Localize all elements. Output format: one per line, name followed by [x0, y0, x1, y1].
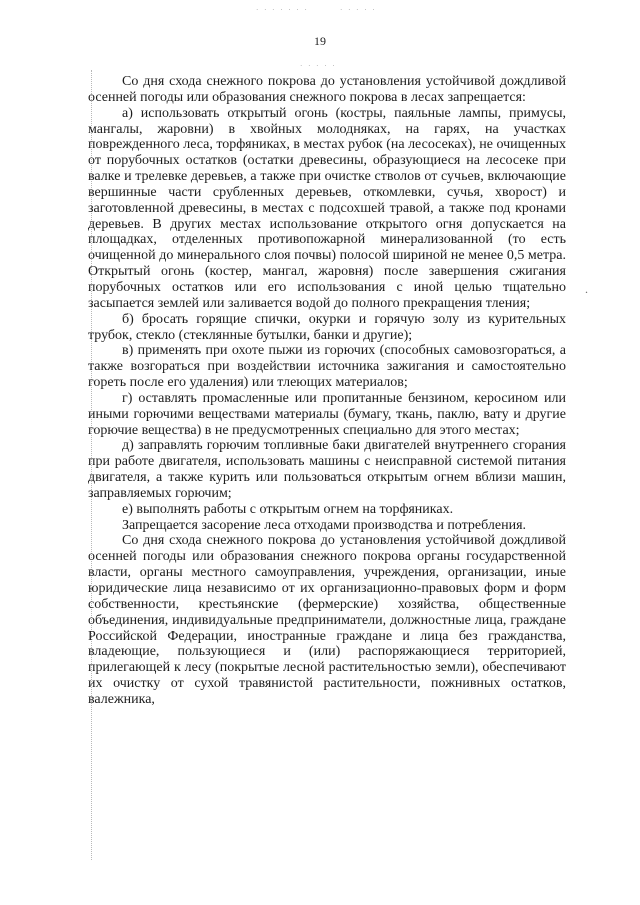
paragraph-intro: Со дня схода снежного покрова до установления устойчивой дождливой осенней погоды или образования снежного покрова в лесах запрещается: — [88, 74, 566, 105]
scan-dot-mark: . — [585, 282, 588, 296]
paragraph-item-v: в) применять при охоте пыжи из горючих (способных самовозгораться, а также возгораться при воздействии источника зажигания и самостоятельно гореть после его удаления) или тлеющих материалов; — [88, 343, 566, 391]
paragraph-item-b: б) бросать горящие спички, окурки и горячую золу из курительных трубок, стекло (стеклянные бутылки, банки и другие); — [88, 311, 566, 343]
paragraph-item-g: г) оставлять промасленные или пропитанные бензином, керосином или иными горючими веществами материалы (бумагу, ткань, паклю, вату и другие горючие вещества) в не предусмотренных специально для этого местах; — [88, 390, 566, 438]
paragraph-item-a: а) использовать открытый огонь (костры, паяльные лампы, примусы, мангалы, жаровни) в хвойных молодняках, на гарях, на участках поврежденного леса, торфяниках, в местах рубок (на лесосеках), не очищенных от порубочных остатков (остатки древесины, образующиеся на лесосеке при валке и трелевке деревьев, а также при очистке стволов от сучьев, включающие вершинные части срубленных деревьев, откомлевки, сучья, хворост) и заготовленной древесины, в местах с подсохшей травой, а также под кронами деревьев. В других местах использование открытого огня допускается на площадках, отделенных противопожарной минерализованной (то есть очищенной до минерального слоя почвы) полосой шириной не менее 0,5 метра. Открытый огонь (костер, мангал, жаровня) после завершения сжигания порубочных остатков или его использования с иной целью тщательно засыпается землей или заливается водой до полного прекращения тления; — [88, 105, 567, 311]
paragraph-item-e: е) выполнять работы с открытым огнем на торфяниках. — [122, 501, 454, 517]
scan-artifact-top-left: · · · · · · · — [256, 6, 309, 14]
page-number: 19 — [314, 34, 326, 48]
scan-artifact-top-right: · · · · · — [340, 6, 377, 14]
scan-artifact-subheader: · · · · · — [300, 62, 337, 70]
paragraph-littering-ban: Запрещается засорение леса отходами производства и потребления. — [122, 517, 527, 533]
paragraph-item-d: д) заправлять горючим топливные баки двигателей внутреннего сгорания при работе двигателя, использовать машины с неисправной системой питания двигателя, а также курить или пользоваться открытым огнем вблизи машин, заправляемых горючим; — [88, 438, 566, 501]
document-body — [88, 74, 566, 708]
paragraph-clearing-duty: Со дня схода снежного покрова до установления устойчивой дождливой осенней погоды или образования снежного покрова органы государственной власти, органы местного самоуправления, учреждения, организации, иные юридические лица независимо от их организационно-правовых форм и форм собственности, крестьянские (фермерские) хозяйства, общественные объединения, индивидуальные предприниматели, должностные лица, граждане Российской Федерации, иностранные граждане и лица без гражданства, владеющие, пользующиеся и (или) распоряжающиеся территорией, прилегающей к лесу (покрытые лесной растительностью земли), обеспечивают их очистку от сухой травянистой растительности, пожнивных остатков, валежника, — [88, 533, 566, 707]
